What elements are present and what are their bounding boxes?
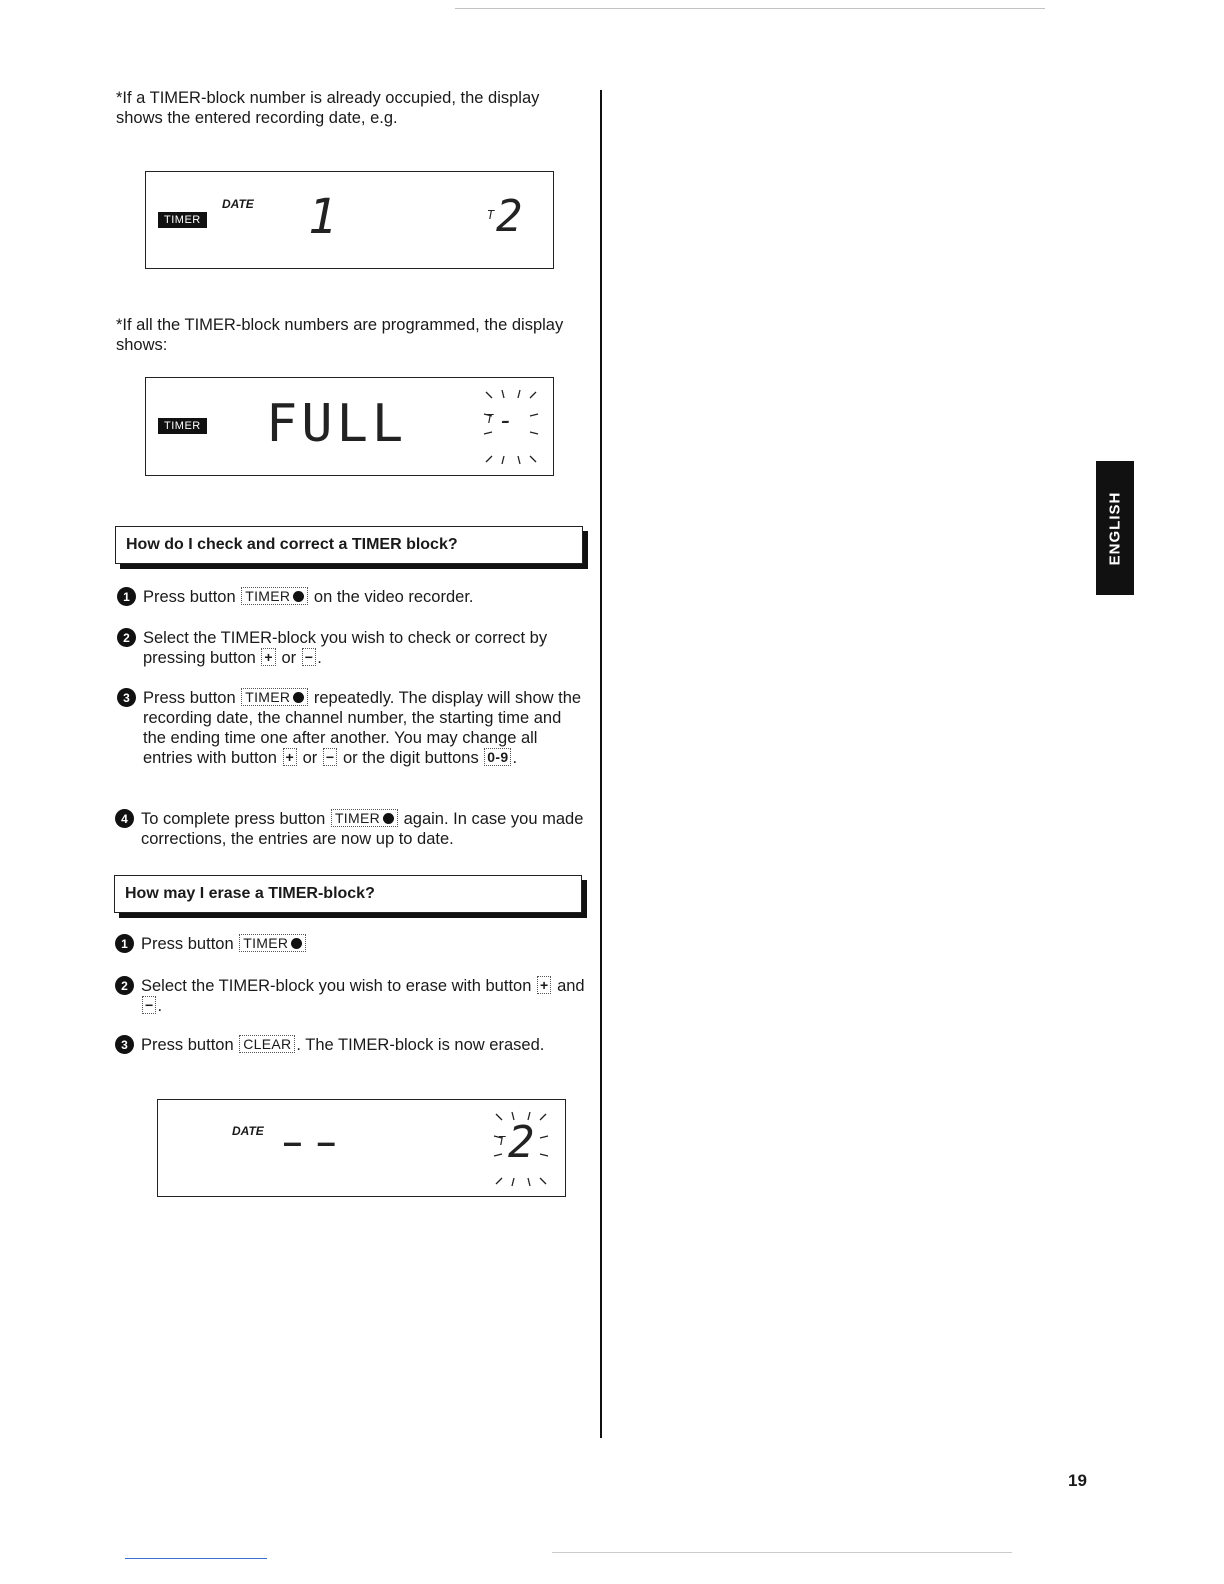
- step-number: 2: [115, 976, 134, 995]
- lcd-block-prefix: T: [487, 208, 495, 222]
- clock-icon: [291, 938, 302, 949]
- scan-artifact-top: [455, 8, 1045, 9]
- lcd-block-dash: -: [498, 406, 514, 436]
- lcd-block-digit: 2: [496, 191, 523, 242]
- lcd-block-prefix: T: [486, 412, 494, 426]
- step-number: 1: [115, 934, 134, 953]
- clock-icon: [383, 813, 394, 824]
- lcd-empty-dashes: – –: [284, 1126, 335, 1159]
- date-indicator: DATE: [222, 197, 254, 211]
- plus-button: +: [261, 648, 275, 666]
- date-indicator: DATE: [232, 1124, 264, 1138]
- minus-button: −: [142, 996, 156, 1014]
- step-number: 3: [117, 688, 136, 707]
- lcd-block-digit: 2: [508, 1117, 535, 1168]
- step-number: 2: [117, 628, 136, 647]
- step-number: 1: [117, 587, 136, 606]
- clock-icon: [293, 692, 304, 703]
- plus-button: +: [283, 748, 297, 766]
- minus-button: −: [302, 648, 316, 666]
- language-label: ENGLISH: [1106, 491, 1124, 565]
- plus-button: +: [537, 976, 551, 994]
- minus-button: −: [323, 748, 337, 766]
- timer-button: TIMER: [331, 809, 398, 827]
- step-erase-1: 1 Press button TIMER: [141, 934, 586, 954]
- page-number: 19: [1068, 1471, 1087, 1490]
- clock-icon: [293, 591, 304, 602]
- step-number: 4: [115, 809, 134, 828]
- scan-artifact-bottom: [552, 1552, 1012, 1553]
- lcd-display-occupied: [145, 171, 554, 269]
- occupied-note: *If a TIMER-block number is already occupied, the display shows the entered recording date, e.g.: [116, 89, 540, 127]
- timer-button: TIMER: [241, 587, 308, 605]
- step-check-3: 3 Press button TIMER repeatedly. The display will show the recording date, the channel number, the starting time and the ending time one after another. You may change all entries with button + or − or the digit buttons 0-9 .: [143, 688, 588, 768]
- digit-buttons: 0-9: [484, 748, 511, 766]
- lcd-display-full: [145, 377, 554, 476]
- timer-button: TIMER: [241, 688, 308, 706]
- step-check-1: 1 Press button TIMER on the video recorder.: [143, 587, 593, 607]
- clear-button: CLEAR: [239, 1035, 295, 1053]
- step-check-2: 2 Select the TIMER-block you wish to check or correct by pressing button + or − .: [143, 628, 583, 668]
- section-heading-erase: How may I erase a TIMER-block?: [114, 875, 582, 913]
- lcd-display-erased: [157, 1099, 566, 1197]
- step-erase-3: 3 Press button CLEAR . The TIMER-block is now erased.: [141, 1035, 581, 1055]
- language-tab: [1096, 461, 1134, 595]
- timer-button: TIMER: [239, 934, 306, 952]
- step-erase-2: 2 Select the TIMER-block you wish to erase with button + and − .: [141, 976, 586, 1016]
- lcd-full-text: FULL: [266, 394, 408, 454]
- lcd-block-prefix: T: [498, 1134, 506, 1148]
- full-note: *If all the TIMER-block numbers are programmed, the display shows:: [116, 316, 564, 354]
- step-number: 3: [115, 1035, 134, 1054]
- step-check-4: 4 To complete press button TIMER again. In case you made corrections, the entries are now up to date.: [141, 809, 586, 849]
- scan-artifact-link: [125, 1558, 267, 1559]
- timer-indicator: TIMER: [158, 212, 207, 228]
- blink-rays-icon: [476, 386, 552, 468]
- timer-indicator: TIMER: [158, 418, 207, 434]
- section-heading-check: How do I check and correct a TIMER block?: [115, 526, 583, 564]
- column-divider: [600, 90, 602, 1438]
- lcd-date-digit: 1: [308, 189, 337, 245]
